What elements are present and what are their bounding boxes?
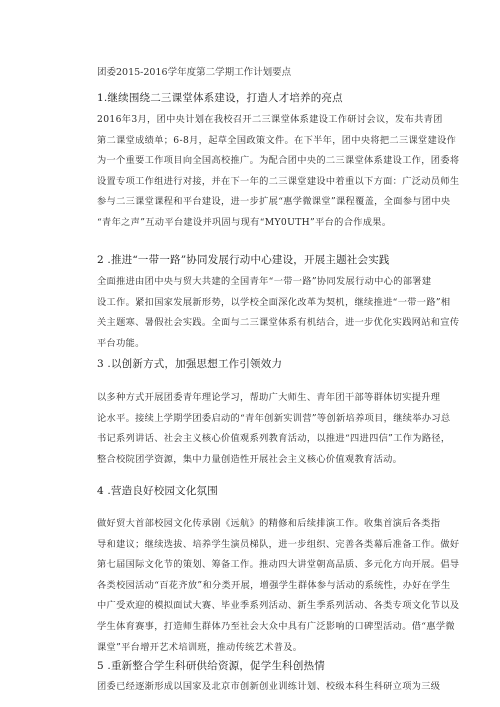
paragraph-line: 整合校院团学资源，集中力量创造性开展社会主义核心价值观教育活动。 [97, 453, 403, 465]
paragraph-line: 学生体育赛事，打造师生群体乃至社会大众中具有广泛影响的口碑型活动。借“惠学微 [97, 620, 455, 632]
paragraph-line: “青年之声”互动平台建设并巩固与现有“MY0UTH”平台的合作成果。 [97, 216, 392, 228]
paragraph-line: 第七届国际文化节的策划、筹备工作。推动四大讲堂朝高品质、多元化方向开展。倡导 [97, 559, 460, 571]
section-heading-2: 2 .推进“一带一路”协同发展行动中心建设，开展主题社会实践 [97, 254, 390, 266]
paragraph-line: 课堂”平台增开艺术培训班，推动传统艺术普及。 [97, 641, 303, 653]
section-paragraph-5 [97, 677, 441, 698]
section-paragraph-4 [97, 514, 460, 658]
document-title: 团委2015-2016学年度第二学期工作计划要点 [97, 67, 292, 78]
section-heading-4: 4 .营造良好校园文化氛围 [97, 485, 218, 497]
paragraph-line: 设工作。紧扣国家发展新形势，以学校全面深化改革为契机，继续推进“一带一路”相 [97, 296, 451, 308]
paragraph-line: 关主题寒、暑假社会实践。全面与二三课堂体系有机结合，进一步优化实践网站和宣传 [97, 317, 460, 329]
paragraph-line: 设置专项工作组进行对接，并在下一年的二三课堂建设中着重以下方面：广泛动员师生 [97, 175, 460, 187]
section-heading-3: 3 .以创新方式，加强思想工作引领效力 [97, 358, 283, 370]
paragraph-line: 为一个重要工作项目向全国高校推广。为配合团中央的二三课堂体系建设工作，团委将 [97, 155, 460, 167]
section-paragraph-3 [97, 388, 451, 470]
section-paragraph-1 [97, 110, 460, 234]
paragraph-line: 书记系列讲话、社会主义核心价值观系列教育活动，以推进“四进四信”工作为路径， [97, 433, 451, 445]
section-paragraph-2 [97, 272, 460, 354]
paragraph-line: 第二课堂成绩单；6-8月，起草全国政策文件。在下半年，团中央将把二三课堂建设作 [97, 134, 457, 146]
section-heading-5: 5 .重新整合学生科研供给资源，促学生科创热情 [97, 660, 325, 672]
section-heading-1: 1.继续围绕二三课堂体系建设，打造人才培养的亮点 [97, 92, 343, 104]
paragraph-line: 平台功能。 [97, 337, 145, 349]
paragraph-line: 导和建议；继续选拔、培养学生演员梯队，进一步组织、完善各类幕后准备工作。做好 [97, 538, 460, 550]
paragraph-line: 以多种方式开展团委青年理论学习，帮助广大师生、青年团干部等群体切实提升理 [97, 392, 441, 403]
paragraph-line: 做好贸大首部校园文化传承剧《远航》的精修和后续排演工作。收集首演后各类指 [97, 518, 441, 529]
paragraph-line: 参与二三课堂课程和平台建设，进一步扩展“惠学微课堂”课程覆盖，全面参与团中央 [97, 196, 451, 208]
paragraph-line: 全面推进由团中央与贸大共建的全国青年“一带一路”协同发展行动中心的部署建 [97, 276, 432, 287]
paragraph-line: 各类校园活动“百花齐放”和分类开展，增强学生群体参与活动的系统性，办好在学生 [97, 579, 451, 591]
paragraph-line: 论水平。接续上学期学团委启动的“青年创新实训营”等创新培养项目，继续举办习总 [97, 412, 451, 424]
paragraph-line: 中广受欢迎的模拟面试大赛、毕业季系列活动、新生季系列活动、各类专项文化节以及 [97, 600, 460, 612]
paragraph-line: 团委已经逐渐形成以国家及北京市创新创业训练计划、校级本科生科研立项为三级 [97, 681, 441, 692]
paragraph-line: 2016年3月，团中央计划在我校召开二三课堂体系建设工作研讨会议，发布共青团 [97, 114, 443, 125]
